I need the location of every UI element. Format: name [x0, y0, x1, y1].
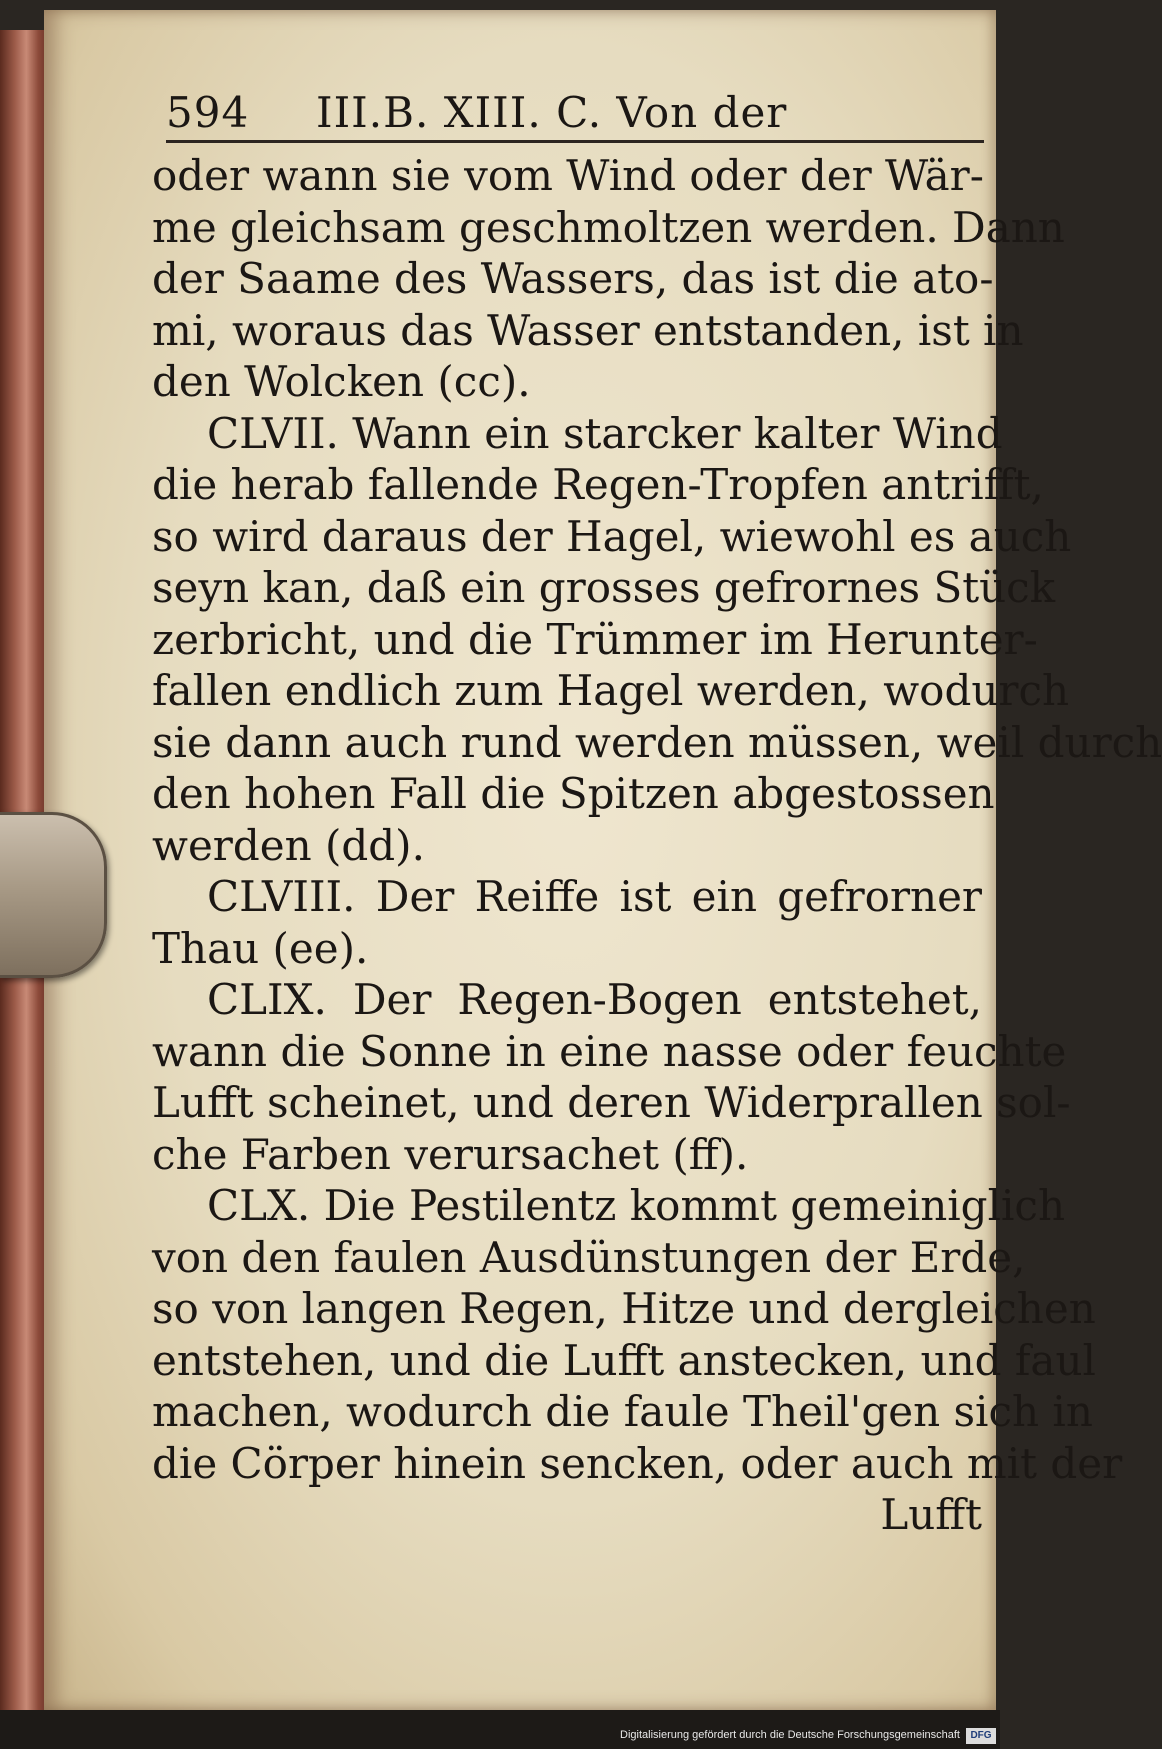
text-line: wann die Sonne in eine nasse oder feuchte: [152, 1026, 1067, 1076]
header-rule: [166, 140, 984, 143]
text-line: von den faulen Ausdünstungen der Erde,: [152, 1232, 1026, 1282]
catchword: Lufft: [880, 1490, 982, 1539]
text-line: entstehen, und die Lufft anstecken, und faul: [152, 1335, 1096, 1385]
digitization-credit: Digitalisierung gefördert durch die Deutsche Forschungsgemeinschaft: [620, 1729, 960, 1741]
text-line: Lufft scheinet, und deren Widerprallen sol-: [152, 1078, 1071, 1127]
paragraph-start-clvii: CLVII. Wann ein starcker kalter Wind: [207, 408, 1003, 458]
text-line: den Wolcken (cc).: [152, 357, 531, 406]
text-line: fallen endlich zum Hagel werden, wodurch: [152, 666, 1070, 715]
paragraph-start-clviii: CLVIII. Der Reiffe ist ein gefrorner: [207, 872, 982, 921]
text-line: der Saame des Wassers, das ist die ato-: [152, 254, 994, 303]
paragraph-start-clix: CLIX. Der Regen-Bogen entstehet,: [207, 975, 982, 1024]
text-line: den hohen Fall die Spitzen abgestossen: [152, 769, 995, 818]
page-header: [166, 80, 986, 140]
paragraph-start-clx: CLX. Die Pestilentz kommt gemeiniglich: [207, 1181, 1066, 1230]
page-number: 594: [166, 88, 250, 137]
text-line: me gleichsam geschmoltzen werden. Dann: [152, 202, 1065, 252]
text-line: Thau (ee).: [152, 923, 369, 973]
text-line: werden (dd).: [152, 820, 425, 870]
dfg-logo: DFG: [966, 1728, 996, 1744]
running-head: III.B. XIII. C. Von der: [316, 88, 788, 137]
text-line: sie dann auch rund werden müssen, weil durch: [152, 717, 1162, 767]
text-line: so wird daraus der Hagel, wiewohl es auch: [152, 511, 1072, 561]
text-line: zerbricht, und die Trümmer im Herunter-: [152, 614, 1038, 664]
text-line: machen, wodurch die faule Theil'gen sich in: [152, 1387, 1093, 1436]
text-line: so von langen Regen, Hitze und dergleichen: [152, 1284, 1096, 1333]
text-line: die Cörper hinein sencken, oder auch mit der: [152, 1438, 1123, 1488]
text-line: die herab fallende Regen-Tropfen antrifft,: [152, 460, 1044, 509]
text-line: seyn kan, daß ein grosses gefrornes Stück: [152, 563, 1056, 612]
body-text: [152, 150, 1162, 1541]
text-line: che Farben verursachet (ff).: [152, 1129, 749, 1179]
book-clasp: [0, 812, 107, 978]
text-line: mi, woraus das Wasser entstanden, ist in: [152, 305, 1024, 355]
text-line: oder wann sie vom Wind oder der Wär-: [152, 151, 984, 200]
